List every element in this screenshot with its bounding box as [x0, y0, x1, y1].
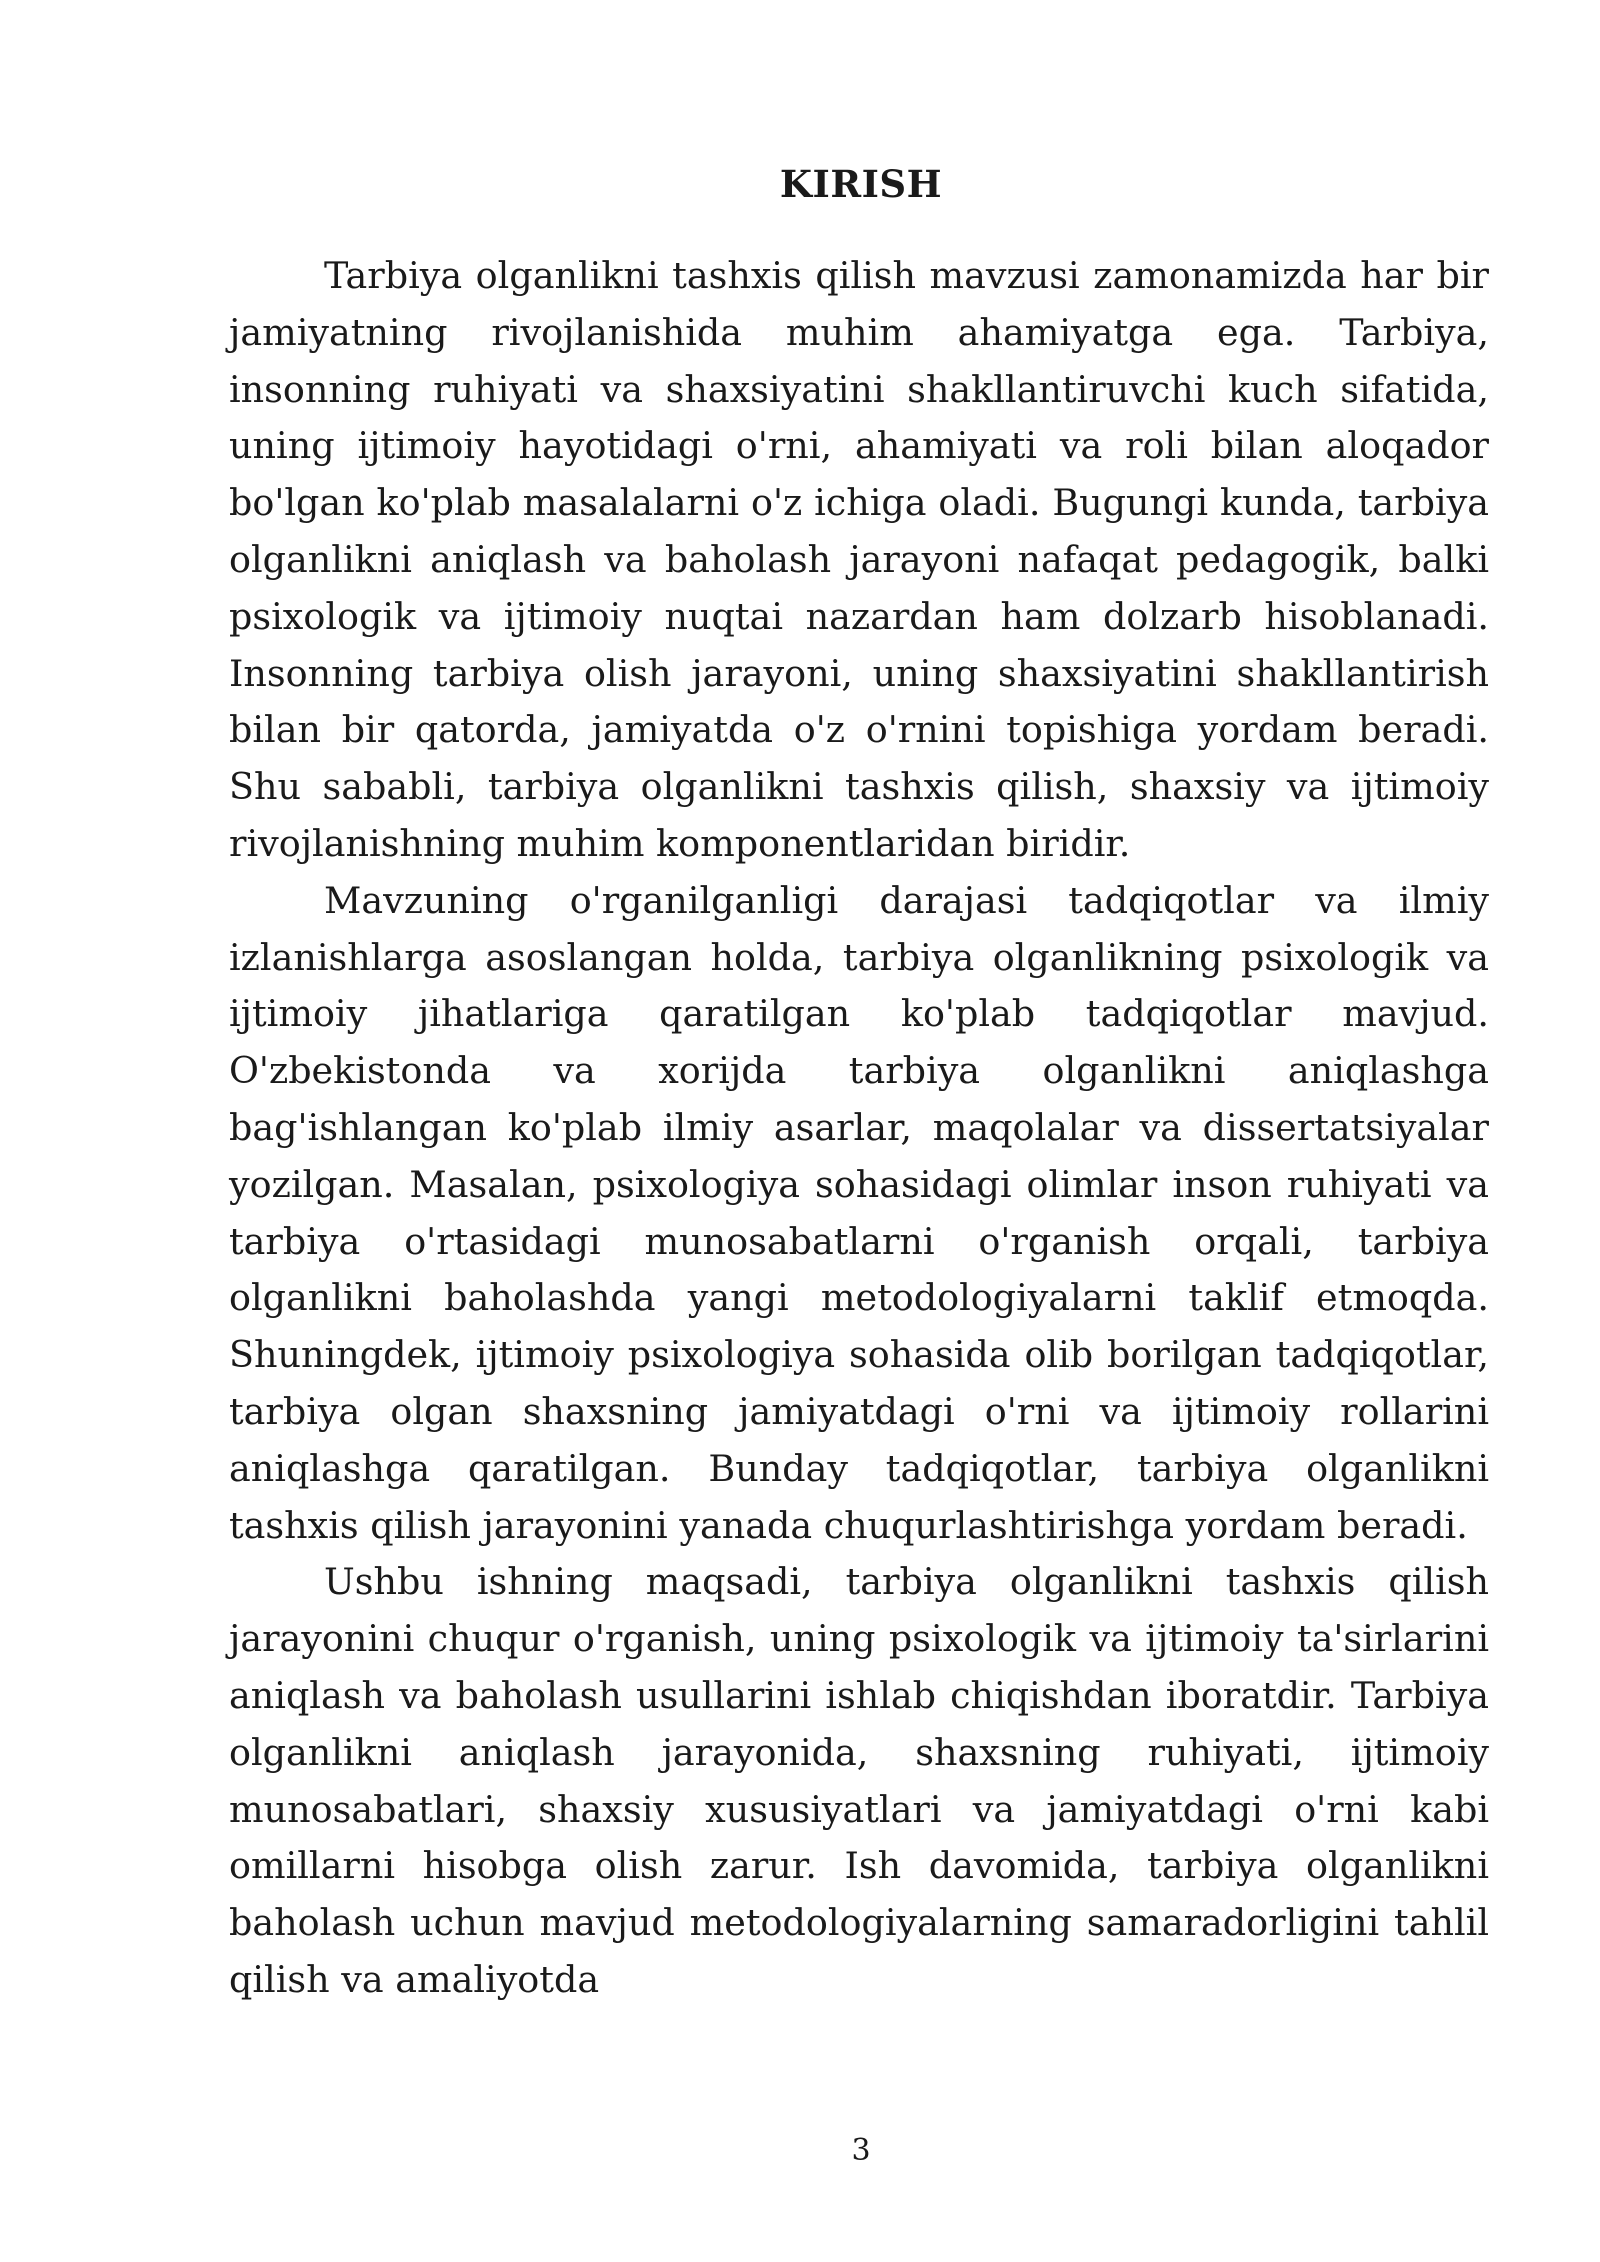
- section-title: KIRISH: [779, 162, 943, 206]
- paragraph-1: Tarbiya olganlikni tashxis qilish mavzusi zamonamizda har bir jamiyatning rivojlanishida muhim ahamiyatga ega. Tarbiya, insonning ruhiyati va shaxsiyatini shakllantiruvchi kuch sifatida, uning ijtimoiy hayotidagi o'rni, ahamiyati va roli bilan aloqador bo'lgan ko'plab masalalarni o'z ichiga oladi. Bugungi kunda, tarbiya olganlikni aniqlash va baholash jarayoni nafaqat pedagogik, balki psixologik va ijtimoiy nuqtai nazardan ham dolzarb hisoblanadi. Insonning tarbiya olish jarayoni, uning shaxsiyatini shakllantirish bilan bir qatorda, jamiyatda o'z o'rnini topishiga yordam beradi. Shu sababli, tarbiya olganlikni tashxis qilish, shaxsiy va ijtimoiy rivojlanishning muhim komponentlaridan biridir.: [229, 254, 1489, 865]
- body-text: [229, 248, 1489, 2009]
- paragraph-2: Mavzuning o'rganilganligi darajasi tadqiqotlar va ilmiy izlanishlarga asoslangan holda, tarbiya olganlikning psixologik va ijtimoiy jihatlariga qaratilgan ko'plab tadqiqotlar mavjud. O'zbekistonda va xorijda tarbiya olganlikni aniqlashga bag'ishlangan ko'plab ilmiy asarlar, maqolalar va dissertatsiyalar yozilgan. Masalan, psixologiya sohasidagi olimlar inson ruhiyati va tarbiya o'rtasidagi munosabatlarni o'rganish orqali, tarbiya olganlikni baholashda yangi metodologiyalarni taklif etmoqda. Shuningdek, ijtimoiy psixologiya sohasida olib borilgan tadqiqotlar, tarbiya olgan shaxsning jamiyatdagi o'rni va ijtimoiy rollarini aniqlashga qaratilgan. Bunday tadqiqotlar, tarbiya olganlikni tashxis qilish jarayonini yanada chuqurlashtirishga yordam beradi.: [229, 878, 1489, 1547]
- page-number: 3: [851, 2133, 871, 2168]
- paragraph-3: Ushbu ishning maqsadi, tarbiya olganlikni tashxis qilish jarayonini chuqur o'rganish, uning psixologik va ijtimoiy ta'sirlarini aniqlash va baholash usullarini ishlab chiqishdan iboratdir. Tarbiya olganlikni aniqlash jarayonida, shaxsning ruhiyati, ijtimoiy munosabatlari, shaxsiy xususiyatlari va jamiyatdagi o'rni kabi omillarni hisobga olish zarur. Ish davomida, tarbiya olganlikni baholash uchun mavjud metodologiyalarning samaradorligini tahlil qilish va amaliyotda: [229, 1560, 1489, 2001]
